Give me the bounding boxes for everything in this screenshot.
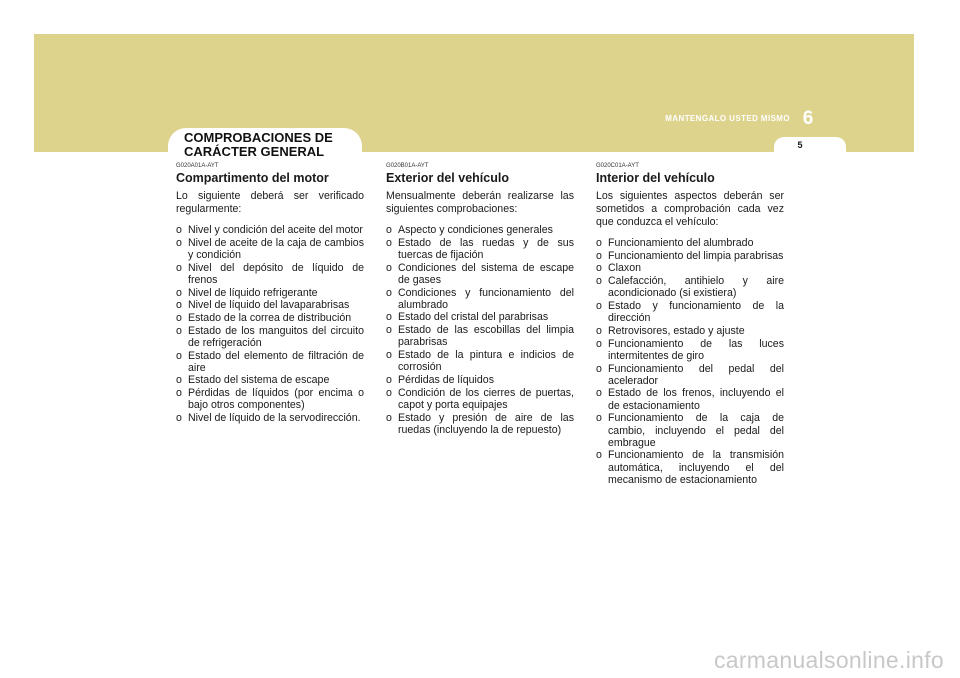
list-item-text: Nivel de líquido del lavaparabrisas: [188, 299, 350, 312]
bullet-marker: o: [596, 262, 602, 275]
list-item: [596, 300, 784, 324]
bullet-marker: o: [176, 299, 182, 312]
list-item: [176, 325, 364, 349]
list-item: [176, 312, 364, 324]
list-item-text: Pérdidas de líquidos (por encima o bajo otros componentes): [188, 387, 364, 412]
list-item: [596, 449, 784, 486]
list-item-text: Nivel de líquido de la servodirección.: [188, 412, 361, 425]
list-item-text: Estado de la pintura e indicios de corrosión: [398, 349, 574, 374]
list-item-text: Nivel de líquido refrigerante: [188, 286, 318, 299]
list-item-text: Nivel del depósito de líquido de frenos: [188, 261, 364, 286]
bullet-marker: o: [176, 311, 182, 324]
list-item: [386, 287, 574, 311]
list-item-text: Estado del elemento de filtración de aire: [188, 349, 364, 374]
bullet-marker: o: [386, 324, 392, 337]
list-item: [176, 287, 364, 299]
list-item-text: Condiciones del sistema de escape de gases: [398, 261, 574, 286]
list-item: [386, 324, 574, 348]
bullet-marker: o: [386, 261, 392, 274]
list-item: [386, 311, 574, 323]
section-code: G020C01A-AYT: [596, 163, 639, 169]
bullet-marker: o: [176, 374, 182, 387]
header-band: [34, 34, 914, 152]
list-item-text: Estado y funcionamiento de la dirección: [608, 300, 784, 325]
bullet-marker: o: [176, 224, 182, 236]
list-item: [596, 250, 784, 262]
list-item: [386, 262, 574, 286]
list-item-text: Funcionamiento de las luces intermitentes de giro: [608, 337, 784, 362]
list-item-text: Estado del cristal del parabrisas: [398, 311, 549, 324]
bullet-marker: o: [176, 412, 182, 425]
bullet-marker: o: [596, 387, 602, 400]
watermark: carmanualsonline.info: [713, 647, 944, 673]
bullet-marker: o: [176, 349, 182, 362]
bullet-marker: o: [176, 324, 182, 337]
bullet-marker: o: [386, 411, 392, 424]
column-intro: Mensualmente deberán realizarse las siguientes comprobaciones:: [386, 190, 574, 215]
list-item: [596, 275, 784, 299]
bullet-marker: o: [596, 300, 602, 313]
bullet-marker: o: [176, 387, 182, 400]
list-item: [176, 299, 364, 311]
list-item-text: Estado del sistema de escape: [188, 374, 330, 387]
bullet-marker: o: [596, 449, 602, 462]
bullet-marker: o: [386, 311, 392, 324]
list-item: [386, 349, 574, 373]
list-item: [176, 224, 364, 236]
bullet-marker: o: [596, 275, 602, 288]
list-item-text: Estado de los frenos, incluyendo el de estacionamiento: [608, 387, 784, 412]
column-vehicle-interior: [596, 163, 784, 487]
list-item: [176, 262, 364, 286]
list-item: [596, 237, 784, 249]
list-item-text: Condiciones y funcionamiento del alumbrado: [398, 286, 574, 311]
bullet-marker: o: [176, 261, 182, 274]
bullet-marker: o: [596, 362, 602, 375]
list-item-text: Funcionamiento de la caja de cambio, incluyendo el pedal del embrague: [608, 412, 784, 449]
bullet-marker: o: [386, 286, 392, 299]
list-item: [176, 237, 364, 261]
list-item: [596, 338, 784, 362]
list-item-text: Retrovisores, estado y ajuste: [608, 324, 745, 337]
list-item: [176, 412, 364, 424]
list-item-text: Estado de los manguitos del circuito de refrigeración: [188, 324, 364, 349]
list-item-text: Funcionamiento del pedal del acelerador: [608, 362, 784, 387]
list-item: [386, 412, 574, 436]
page-number: 5: [797, 140, 803, 150]
list-item-text: Pérdidas de líquidos: [398, 373, 494, 386]
column-intro: Los siguientes aspectos deberán ser sometidos a comprobación cada vez que conduzca el vehículo:: [596, 190, 784, 228]
list-item-text: Estado de la correa de distribución: [188, 311, 352, 324]
list-item-text: Condición de los cierres de puertas, capot y porta equipajes: [398, 386, 574, 411]
list-item-text: Funcionamiento de la transmisión automática, incluyendo el del mecanismo de estacionamiento: [608, 449, 784, 486]
bullet-marker: o: [596, 337, 602, 350]
list-item-text: Nivel y condición del aceite del motor: [188, 224, 363, 236]
checklist: [596, 237, 784, 486]
list-item-text: Funcionamiento del limpia parabrisas: [608, 249, 784, 262]
column-heading: Compartimento del motor: [176, 171, 329, 185]
list-item: [386, 224, 574, 236]
list-item: [176, 350, 364, 374]
list-item-text: Aspecto y condiciones generales: [398, 224, 553, 236]
bullet-marker: o: [176, 286, 182, 299]
column-heading: Interior del vehículo: [596, 171, 715, 185]
list-item-text: Estado de las ruedas y de sus tuercas de fijación: [398, 236, 574, 261]
column-vehicle-exterior: [386, 163, 574, 436]
list-item: [596, 262, 784, 274]
list-item-text: Estado y presión de aire de las ruedas (incluyendo la de repuesto): [398, 411, 574, 436]
checklist: [176, 224, 364, 424]
list-item: [596, 325, 784, 337]
bullet-marker: o: [596, 412, 602, 425]
list-item: [176, 387, 364, 411]
list-item-text: Funcionamiento del alumbrado: [608, 237, 754, 249]
list-item: [596, 412, 784, 449]
bullet-marker: o: [596, 249, 602, 262]
section-code: G020B01A-AYT: [386, 163, 429, 169]
section-code: G020A01A-AYT: [176, 163, 219, 169]
bullet-marker: o: [386, 373, 392, 386]
column-engine-compartment: [176, 163, 364, 425]
bullet-marker: o: [176, 236, 182, 249]
bullet-marker: o: [386, 236, 392, 249]
chapter-number: 6: [802, 108, 814, 129]
list-item: [596, 363, 784, 387]
list-item-text: Estado de las escobillas del limpia parabrisas: [398, 324, 574, 349]
list-item: [386, 374, 574, 386]
list-item: [386, 387, 574, 411]
chapter-title: MANTENGALO USTED MISMO: [665, 114, 790, 123]
bullet-marker: o: [596, 237, 602, 249]
section-title: COMPROBACIONES DE CARÁCTER GENERAL: [184, 130, 333, 159]
list-item: [596, 387, 784, 411]
list-item-text: Claxon: [608, 262, 641, 275]
list-item-text: Nivel de aceite de la caja de cambios y condición: [188, 236, 364, 261]
list-item: [386, 237, 574, 261]
column-heading: Exterior del vehículo: [386, 171, 509, 185]
list-item: [176, 374, 364, 386]
checklist: [386, 224, 574, 436]
bullet-marker: o: [386, 349, 392, 362]
bullet-marker: o: [386, 386, 392, 399]
bullet-marker: o: [386, 224, 392, 236]
list-item-text: Calefacción, antihielo y aire acondicionado (si existiera): [608, 275, 784, 300]
column-intro: Lo siguiente deberá ser verificado regularmente:: [176, 190, 364, 215]
bullet-marker: o: [596, 324, 602, 337]
